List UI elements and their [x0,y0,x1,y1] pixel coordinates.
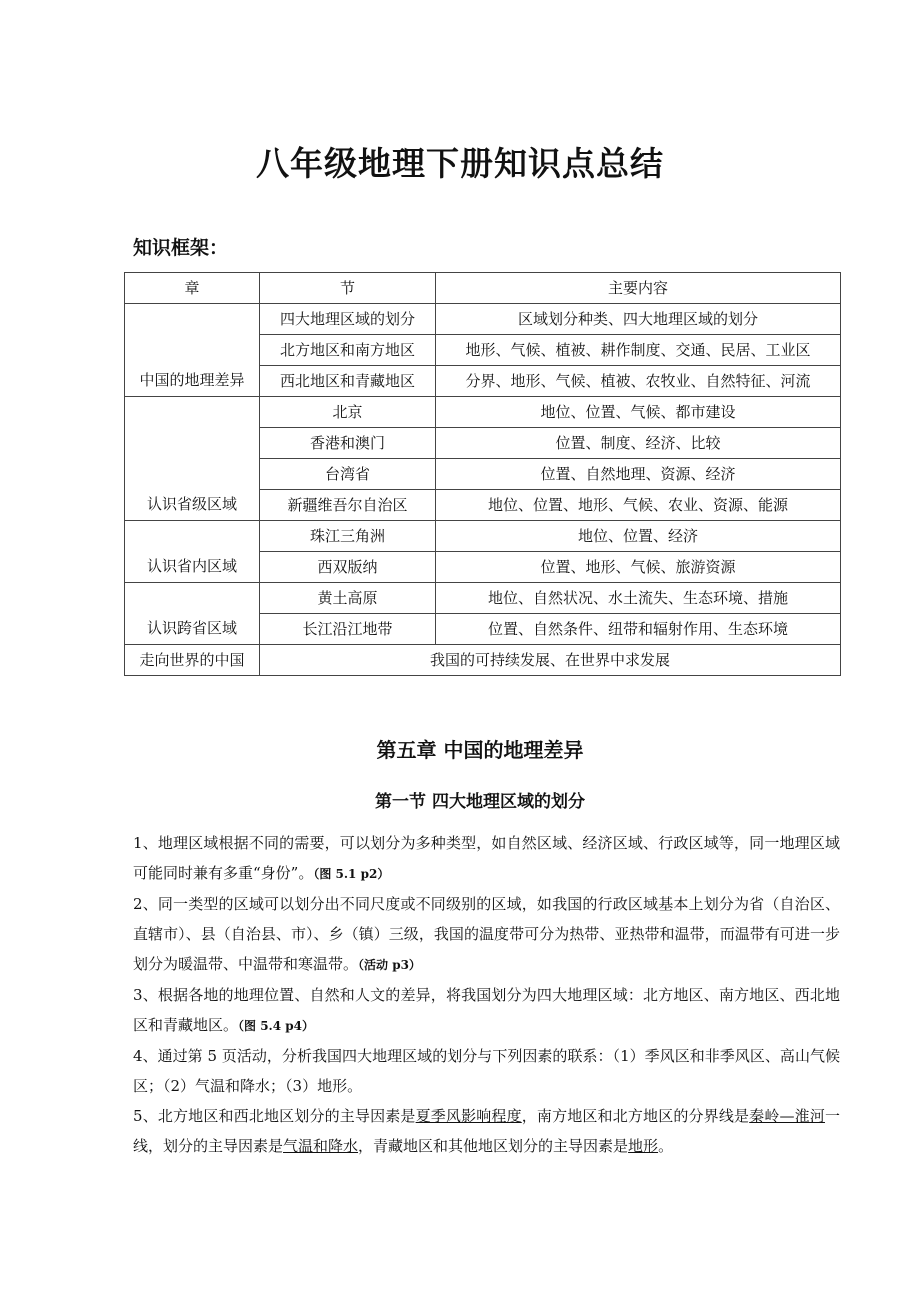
chapter-cell: 认识省内区域 [125,521,260,583]
table-row [125,583,841,614]
knowledge-framework-table [124,272,841,676]
content-cell: 地位、位置、地形、气候、农业、资源、能源 [436,490,841,521]
header-content: 主要内容 [436,273,841,304]
chapter-cell: 中国的地理差异 [125,304,260,397]
paragraph-5 [133,1101,840,1161]
content-cell: 地形、气候、植被、耕作制度、交通、民居、工业区 [436,335,841,366]
paragraph-text: ，南方地区和北方地区的分界线是 [521,1107,750,1125]
content-cell: 位置、自然地理、资源、经济 [436,459,841,490]
content-cell: 地位、位置、气候、都市建设 [436,397,841,428]
chapter-cell: 认识跨省区域 [125,583,260,645]
section-cell: 西北地区和青藏地区 [260,366,436,397]
content-cell: 位置、自然条件、纽带和辐射作用、生态环境 [436,614,841,645]
page-title: 八年级地理下册知识点总结 [256,144,664,183]
paragraph-3 [133,980,840,1041]
underlined-answer: 地形 [628,1137,659,1155]
paragraph-1 [133,828,840,889]
paragraph-4 [133,1041,840,1101]
table-row [125,397,841,428]
underlined-answer: 气温和降水 [283,1137,359,1155]
section-cell: 西双版纳 [260,552,436,583]
section-cell: 黄土高原 [260,583,436,614]
paragraph-text: 一线，划分的主导因素是 [133,1107,840,1155]
section-cell: 台湾省 [260,459,436,490]
figure-reference: （图 5.4 p4） [238,1019,314,1033]
underlined-answer: 夏季风影响程度 [415,1107,522,1125]
paragraph-text: 4、通过第 5 页活动，分析我国四大地理区域的划分与下列因素的联系：（1）季风区和非季风区、高山气候区；（2）气温和降水；（3）地形。 [133,1047,840,1095]
content-cell: 区域划分种类、四大地理区域的划分 [436,304,841,335]
content-cell: 位置、地形、气候、旅游资源 [436,552,841,583]
table-header-row [125,273,841,304]
table-row [125,645,841,676]
activity-reference: （活动 p3） [358,958,421,972]
section-cell: 四大地理区域的划分 [260,304,436,335]
paragraph-text: 。 [658,1137,674,1155]
content-cell: 地位、位置、经济 [436,521,841,552]
header-section: 节 [260,273,436,304]
content-cell: 我国的可持续发展、在世界中求发展 [260,645,841,676]
section-cell: 北方地区和南方地区 [260,335,436,366]
section-cell: 新疆维吾尔自治区 [260,490,436,521]
body-text [133,828,840,1161]
chapter-heading: 第五章 中国的地理差异 [376,738,584,762]
paragraph-text: 1、地理区域根据不同的需要，可以划分为多种类型，如自然区域、经济区域、行政区域等，同一地理区域可能同时兼有多重“身份”。 [133,834,840,882]
paragraph-text: 5、北方地区和西北地区划分的主导因素是 [133,1107,416,1125]
table-row [125,304,841,335]
chapter-cell: 认识省级区域 [125,397,260,521]
figure-reference: （图 5.1 p2） [313,867,390,881]
section-cell: 北京 [260,397,436,428]
table-row [125,521,841,552]
paragraph-text: 2、同一类型的区域可以划分出不同尺度或不同级别的区域，如我国的行政区域基本上划分为省（自治区、直辖市）、县（自治县、市）、乡（镇）三级，我国的温度带可分为热带、亚热带和温带，而温带有可进一步划分为暖温带、中温带和寒温带。 [133,895,840,973]
paragraph-text: 3、根据各地的地理位置、自然和人文的差异，将我国划分为四大地理区域：北方地区、南方地区、西北地区和青藏地区。 [133,986,840,1034]
section-cell: 香港和澳门 [260,428,436,459]
paragraph-text: ，青藏地区和其他地区划分的主导因素是 [358,1137,629,1155]
section-heading: 第一节 四大地理区域的划分 [375,792,585,812]
underlined-answer: 秦岭—淮河 [749,1107,825,1125]
section-cell: 长江沿江地带 [260,614,436,645]
content-cell: 地位、自然状况、水土流失、生态环境、措施 [436,583,841,614]
paragraph-2 [133,889,840,980]
chapter-cell: 走向世界的中国 [125,645,260,676]
content-cell: 位置、制度、经济、比较 [436,428,841,459]
section-cell: 珠江三角洲 [260,521,436,552]
framework-heading: 知识框架： [133,237,229,259]
content-cell: 分界、地形、气候、植被、农牧业、自然特征、河流 [436,366,841,397]
header-chapter: 章 [125,273,260,304]
